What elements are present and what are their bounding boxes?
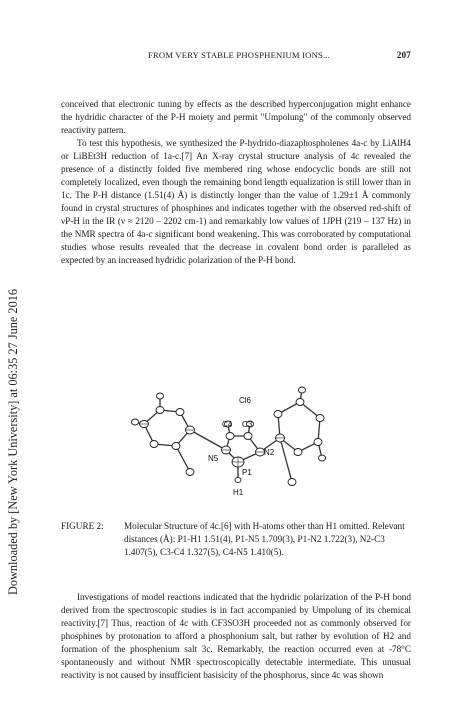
atom-label-n5: N5: [208, 454, 219, 463]
caption-text: Molecular Structure of 4c.[6] with H-atoms other than H1 omitted. Relevant distances (Å): P1-H1 1.51(4), P1-N5 1.709(3), P1-N2 1.722(3), N2-C3 1.407(5), C3-C4 1.327(5), C4-N5 1.410(5).: [124, 521, 405, 557]
download-watermark: [5, 175, 21, 595]
body-text-top: [61, 98, 411, 267]
atom-label-n2: N2: [264, 448, 275, 457]
atom-label-p1: P1: [242, 468, 252, 477]
caption-label: FIGURE 2:: [61, 521, 104, 531]
paragraph-2: To test this hypothesis, we synthesized the P-hydrido-diazaphospholenes 4a-c by LiAlH4 or LiBEt3H reduction of 1a-c.[7] An X-ray crystal structure analysis of 4c revealed the presence of a distinctly folded five membered ring whose endocyclic bonds are still not completely localized, even though the remaining bond length equalization is still lower than in 1c. The P-H distance (1.51(4) Å) is distinctly longer than the value of 1.29±1 Å commonly found in crystal structures of phosphines and indicates together with the observed red-shift of νP-H in the IR (ν ≈ 2120 – 2202 cm-1) and remarkably low values of 1JPH (219 – 137 Hz) in the NMR spectra of 4a-c significant bond weakening. This was corroborated by computational studies whose results revealed that the decrease in covalent bond order is paralleled as expected by an increased hydridic polarization of the P-H bond.: [61, 138, 411, 265]
body-text-bottom: [61, 591, 411, 682]
page-number: 207: [396, 50, 411, 60]
running-title: FROM VERY STABLE PHOSPHENIUM IONS...: [148, 50, 330, 60]
ortep-drawing: [130, 382, 330, 520]
paragraph-1: conceived that electronic tuning by effects as the described hyperconjugation might enhance the hydridic character of the P-H moiety and permit "Umpolung" of the commonly observed reactivity pattern.: [61, 99, 411, 135]
molecular-structure-figure: [130, 382, 330, 520]
watermark-text: Downloaded by [New York University] at 06:35 27 June 2016: [6, 288, 20, 595]
atom-label-c3: C3: [242, 420, 253, 429]
atom-label-h1: H1: [233, 488, 244, 497]
atom-label-cl6: Cl6: [239, 396, 252, 405]
paragraph-3: Investigations of model reactions indicated that the hydridic polarization of the P-H bond derived from the spectroscopic studies is in fact accompanied by Umpolung of its chemical reactivity.[7] Thus, reaction of 4c with CF3SO3H proceeded not as commonly observed for phosphines by protonation to afford a phosphonium salt, but rather by evolution of H2 and formation of the phosphenium salt 3c. Remarkably, the reaction occurred even at -78°C spontaneously and without NMR spectroscopically detectable intermediate. This unusual reactivity is not caused by insufficient basisicity of the phosphorus, since 4c was shown: [61, 592, 411, 680]
figure-caption: [61, 520, 411, 559]
atom-label-c4: C4: [222, 420, 233, 429]
